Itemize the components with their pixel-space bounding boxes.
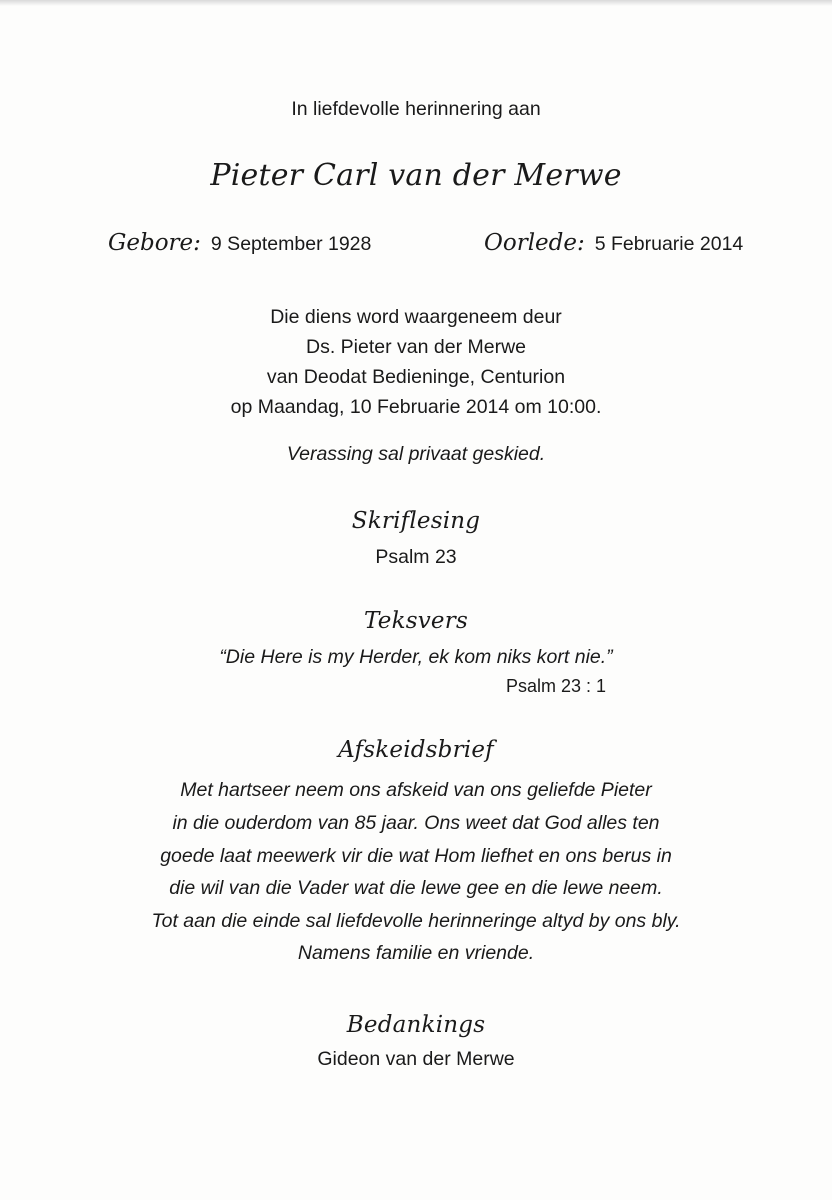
text-verse-reference: Psalm 23 : 1 xyxy=(506,676,607,696)
died-label: Oorlede: xyxy=(484,230,585,256)
service-line-1: Die diens word waargeneem deur xyxy=(270,306,562,328)
farewell-line-4: die wil van die Vader wat die lewe gee en die lewe neem. xyxy=(169,877,663,899)
farewell-line-6: Namens familie en vriende. xyxy=(297,942,535,964)
service-line-2: Ds. Pieter van der Merwe xyxy=(306,336,526,358)
born-label: Gebore: xyxy=(108,230,201,256)
farewell-line-2: in die ouderdom van 85 jaar. Ons weet dat God alles ten xyxy=(172,812,660,834)
service-line-3: van Deodat Bedieninge, Centurion xyxy=(266,366,566,388)
thanks-name: Gideon van der Merwe xyxy=(317,1048,515,1070)
thanks-heading: Bedankings xyxy=(346,1012,486,1038)
scripture-text: Psalm 23 xyxy=(375,546,457,568)
deceased-name: Pieter Carl van der Merwe xyxy=(210,158,622,193)
farewell-line-5: Tot aan die einde sal liefdevolle herinneringe altyd by ons bly. xyxy=(151,910,681,932)
farewell-line-1: Met hartseer neem ons afskeid van ons geliefde Pieter xyxy=(180,779,652,801)
scripture-heading: Skriflesing xyxy=(351,508,481,534)
died-block xyxy=(484,230,743,256)
farewell-line-3: goede laat meewerk vir die wat Hom liefhet en ons berus in xyxy=(160,845,672,867)
page-top-edge xyxy=(0,0,832,6)
born-date: 9 September 1928 xyxy=(210,233,372,255)
text-verse-quote: “Die Here is my Herder, ek kom niks kort nie.” xyxy=(219,646,613,668)
farewell-heading: Afskeidsbrief xyxy=(338,737,494,763)
cremation-note: Verassing sal privaat geskied. xyxy=(286,443,546,465)
died-date: 5 Februarie 2014 xyxy=(594,233,744,255)
text-verse-heading: Teksvers xyxy=(364,608,468,634)
intro-line: In liefdevolle herinnering aan xyxy=(291,98,541,120)
born-block xyxy=(108,230,371,256)
service-line-4: op Maandag, 10 Februarie 2014 om 10:00. xyxy=(230,396,602,418)
